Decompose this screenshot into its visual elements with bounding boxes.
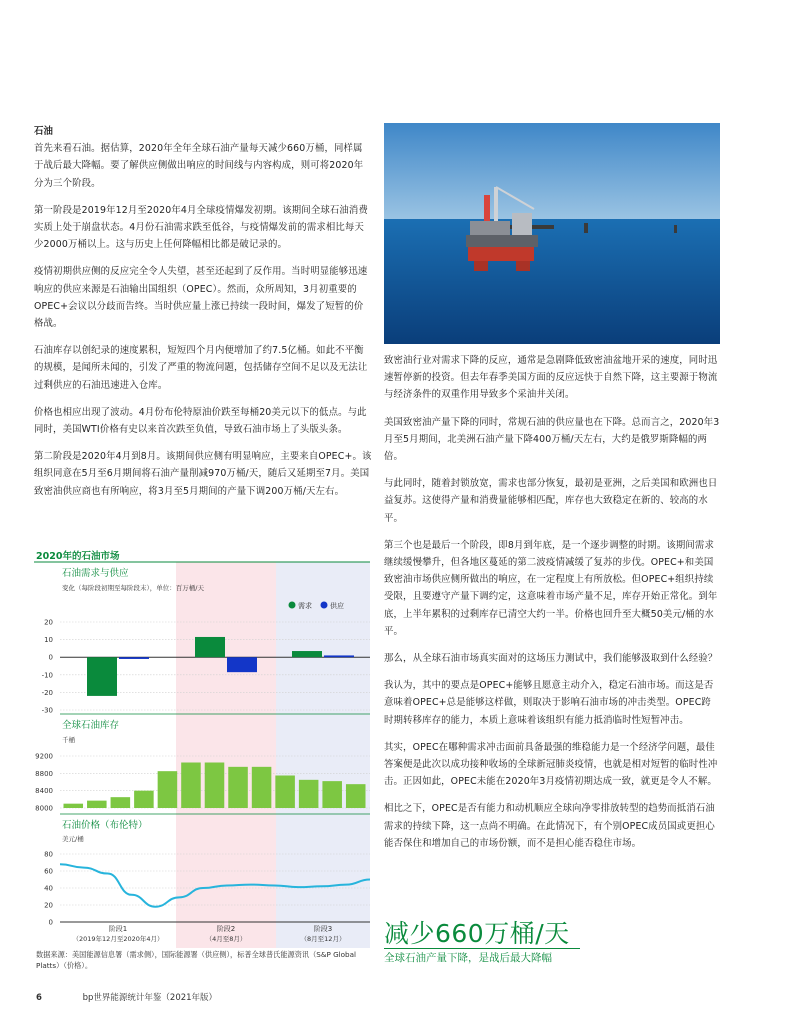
callout-subtitle: 全球石油产量下降，是战后最大降幅: [384, 952, 552, 964]
inventory-bar: [275, 776, 295, 809]
callout-divider: [384, 948, 580, 949]
phase3-shading: [276, 562, 370, 948]
section-heading: 石油: [34, 126, 54, 137]
supply-bar: [227, 657, 257, 672]
y-tick-label: 60: [44, 867, 53, 876]
paragraph: 首先来看石油。据估算，2020年全年全球石油产量每天减少660万桶，同样属于战后最大降幅。要了解供应侧做出响应的时间线与内容构成，则可将2020年分为三个阶段。: [34, 143, 364, 189]
callout-headline: 减少660万桶/天: [384, 919, 570, 948]
inventory-bar: [87, 801, 107, 808]
y-tick-label: -20: [41, 688, 53, 697]
legend-demand-label: 需求: [298, 602, 312, 610]
inventory-bar: [228, 767, 248, 808]
demand-bar: [292, 651, 322, 657]
y-tick-label: 80: [44, 850, 53, 859]
paragraph: 我认为，其中的要点是OPEC+能够且愿意主动介入，稳定石油市场。而这是否意味着OPEC+总是能够这样做，则取决于影响石油市场的冲击类型。OPEC跨时期转移库存的能力，本质上意味着该组织有能力抵消临时性短暂冲击。: [384, 680, 714, 726]
paragraph: 疫情初期供应侧的反应完全令人失望，甚至还起到了反作用。当时明显能够迅速响应的供应来源是石油输出国组织（OPEC）。然而，众所周知，3月初重要的OPEC+会议以分歧而告终。当时供应量上涨已持续一段时间，爆发了短暂的价格战。: [34, 266, 368, 330]
phase2-label: 阶段2: [216, 925, 236, 933]
right-column: [384, 352, 720, 862]
left-column: [34, 123, 372, 510]
y-tick-label: 40: [44, 884, 53, 893]
paragraph: 第一阶段是2019年12月至2020年4月全球疫情爆发初期。该期间全球石油消费实质上处于崩盘状态。4月份石油需求跌至低谷，与疫情爆发前的需求相比每天少2000万桶以上。这与历史上任何降幅相比都是破记录的。: [34, 204, 368, 251]
panel3-unit: 美元/桶: [62, 835, 84, 843]
inventory-bar: [181, 763, 201, 809]
offshore-platform-image: [384, 123, 720, 344]
y-tick-label: -10: [41, 671, 53, 680]
legend-demand-marker: [289, 602, 296, 609]
phase3-label: 阶段3: [313, 925, 333, 933]
y-tick-label: 8000: [35, 804, 53, 813]
legend-supply-marker: [321, 602, 328, 609]
inventory-bar: [205, 763, 225, 809]
source-note: 数据来源：美国能源信息署（需求侧），国际能源署（供应侧），标普全球普氏能源资讯（S&P Global Platts）（价格）。: [36, 950, 357, 970]
y-tick-label: 20: [44, 901, 53, 910]
inventory-bar: [64, 804, 84, 808]
paragraph: 相比之下，OPEC是否有能力和动机顺应全球向净零排放转型的趋势而抵消石油需求的持续下降，这一点尚不明确。在此情况下，有个别OPEC成员国或更担心能否保住和增加自己的市场份额，而不是担心能否稳住市场。: [384, 803, 715, 849]
inventory-bar: [134, 791, 154, 808]
page-number: 6: [36, 993, 42, 1003]
paragraph: 石油库存以创纪录的速度累积，短短四个月内便增加了约7.5亿桶。如此不平衡的规模，是闻所未闻的，引发了严重的物流问题，包括储存空间不足以及无法让过剩供应的石油迅速进入仓库。: [34, 345, 368, 391]
y-tick-label: 10: [44, 636, 53, 645]
phase3-range: （8月至12月）: [300, 935, 346, 943]
phase1-label: 阶段1: [108, 925, 128, 933]
phase1-range: （2019年12月至2020年4月）: [72, 935, 164, 943]
paragraph: 其实，OPEC在哪种需求冲击面前具备最强的维稳能力是一个经济学问题，最佳答案便是此次以成功接种收场的全球新冠肺炎疫情，也就是相对短暂的临时性冲击。正因如此，OPEC未能在2020年3月疫情初期达成一致，就更是令人不解。: [384, 741, 718, 788]
y-tick-label: 0: [48, 653, 53, 662]
panel1-title: 石油需求与供应: [62, 568, 129, 579]
paragraph: 致密油行业对需求下降的反应，通常是急剧降低致密油盆地开采的速度，同时迅速暂停新的投资。但去年春季美国方面的反应远快于自然下降，这主要源于物流与经济条件的双重作用导致多个采油井关闭。: [384, 355, 718, 401]
paragraph: 美国致密油产量下降的同时，常规石油的供应量也在下降。总而言之，2020年3月至5月期间，北美洲石油产量下降400万桶/天左右，大约是俄罗斯降幅的两倍。: [384, 416, 720, 463]
paragraph: 价格也相应出现了波动。4月份布伦特原油价跌至每桶20美元以下的低点。与此同时，美国WTI价格有史以来首次跌至负值，导致石油市场上了头版头条。: [34, 406, 367, 436]
page-footer: [36, 991, 217, 1003]
y-tick-label: 9200: [35, 752, 53, 761]
inventory-bar: [158, 771, 178, 808]
y-tick-label: 8800: [35, 769, 53, 778]
y-tick-label: 20: [44, 618, 53, 627]
inventory-bar: [252, 767, 272, 808]
phase2-shading: [176, 562, 276, 948]
supply-bar: [324, 655, 354, 657]
supply-bar: [119, 657, 149, 659]
panel3-title: 石油价格（布伦特）: [62, 820, 148, 831]
inventory-bar: [111, 797, 131, 808]
inventory-bar: [322, 781, 342, 808]
paragraph: 第三个也是最后一个阶段，即8月到年底，是一个逐步调整的时期。该期间需求继续缓慢攀升，但各地区蔓延的第二波疫情减缓了复苏的步伐。OPEC+和美国致密油市场供应侧所做出的响应，在一定程度上有所放松。但OPEC+组织持续受限，且要遵守产量下调约定，这意味着市场产量不足，库存开始正常化。到年底，上半年累积的过剩库存已清空大约一半。价格也回升至大概50美元/桶的水平。: [384, 539, 718, 637]
panel2-unit: 千桶: [62, 736, 75, 744]
publication-title: bp世界能源统计年鉴（2021年版）: [82, 993, 218, 1003]
chart-title: 2020年的石油市场: [36, 551, 120, 562]
offshore-platform-photo: [384, 123, 720, 344]
panel1-note: 变化（每阶段初期至每阶段末），单位：百万桶/天: [62, 584, 204, 592]
inventory-bar: [299, 780, 319, 808]
paragraph: 与此同时，随着封锁放宽，需求也部分恢复，最初是亚洲，之后美国和欧洲也日益复苏。这使得产量和消费量能够相匹配，库存也大致稳定在新的、较高的水平。: [384, 478, 718, 524]
demand-bar: [87, 657, 117, 696]
demand-bar: [195, 637, 225, 657]
y-tick-label: 0: [48, 918, 53, 927]
y-tick-label: -30: [41, 706, 53, 715]
y-tick-label: 8400: [35, 787, 53, 796]
oil-market-chart: [34, 548, 374, 948]
oil-market-chart-svg: [34, 548, 374, 948]
paragraph: 第二阶段是2020年4月到8月。该期间供应侧有明显响应，主要来自OPEC+。该组织同意在5月至6月期间将石油产量削减970万桶/天，随后又延期至7月。美国致密油供应商也有所响应，将3月至5月期间的产量下调200万桶/天左右。: [34, 451, 372, 497]
phase2-range: （4月至8月）: [205, 935, 247, 943]
panel2-title: 全球石油库存: [62, 720, 120, 731]
legend-supply-label: 供应: [330, 602, 344, 610]
paragraph: 那么，从全球石油市场真实面对的这场压力测试中，我们能够汲取到什么经验？: [384, 653, 718, 665]
inventory-bar: [346, 784, 366, 808]
